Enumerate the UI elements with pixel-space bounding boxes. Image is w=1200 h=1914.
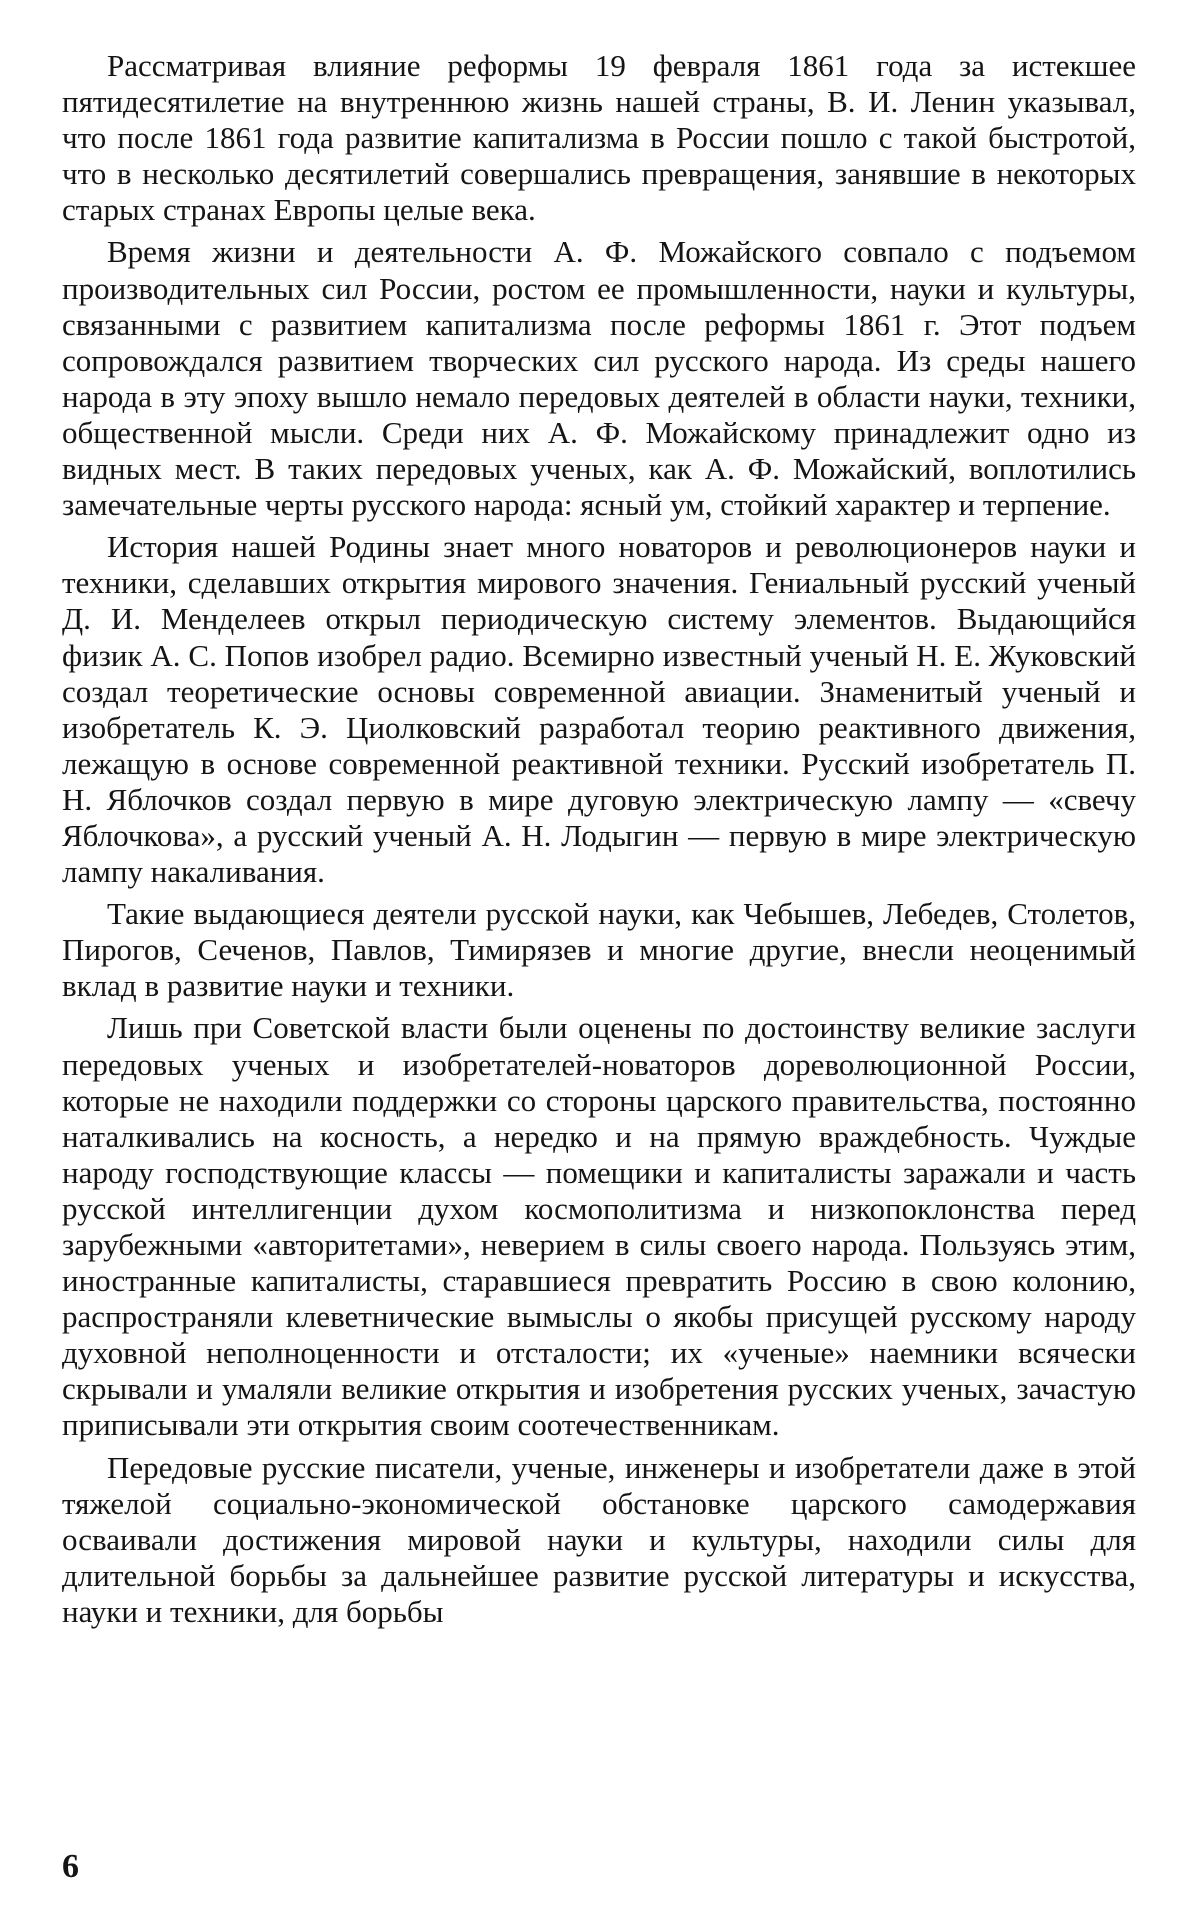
paragraph: Такие выдающиеся деятели русской науки, как Чебышев, Лебедев, Столетов, Пирогов, Сеченов, Павлов, Тимирязев и многие другие, внесли неоценимый вклад в развитие науки и техники.	[62, 896, 1136, 1004]
paragraph: Лишь при Советской власти были оценены по достоинству великие заслуги передовых ученых и изобретателей-новаторов дореволюционной России, которые не находили поддержки со стороны царского правительства, постоянно наталкивались на косность, а нередко и на прямую враждебность. Чуждые народу господствующие классы — помещики и капиталисты заражали и часть русской интеллигенции духом космополитизма и низкопоклонства перед зарубежными «авторитетами», неверием в силы своего народа. Пользуясь этим, иностранные капиталисты, старавшиеся превратить Россию в свою колонию, распространяли клеветнические вымыслы о якобы присущей русскому народу духовной неполноценности и отсталости; их «ученые» наемники всячески скрывали и умаляли великие открытия и изобретения русских ученых, зачастую приписывали эти открытия своим соотечественникам.	[62, 1010, 1136, 1443]
body-text	[62, 48, 1136, 1636]
paragraph: История нашей Родины знает много новаторов и революционеров науки и техники, сделавших открытия мирового значения. Гениальный русский ученый Д. И. Менделеев открыл периодическую систему элементов. Выдающийся физик А. С. Попов изобрел радио. Всемирно известный ученый Н. Е. Жуковский создал теоретические основы современной авиации. Знаменитый ученый и изобретатель К. Э. Циолковский разработал теорию реактивного движения, лежащую в основе современной реактивной техники. Русский изобретатель П. Н. Яблочков создал первую в мире дуговую электрическую лампу — «свечу Яблочкова», а русский ученый А. Н. Лодыгин — первую в мире электрическую лампу накаливания.	[62, 529, 1136, 890]
page-number: 6	[62, 1848, 79, 1885]
paragraph: Передовые русские писатели, ученые, инженеры и изобретатели даже в этой тяжелой социально-экономической обстановке царского самодержавия осваивали достижения мировой науки и культуры, находили силы для длительной борьбы за дальнейшее развитие русской литературы и искусства, науки и техники, для борьбы	[62, 1449, 1136, 1629]
paragraph: Рассматривая влияние реформы 19 февраля 1861 года за истекшее пятидесятилетие на внутреннюю жизнь нашей страны, В. И. Ленин указывал, что после 1861 года развитие капитализма в России пошло с такой быстротой, что в несколько десятилетий совершались превращения, занявшие в некоторых старых странах Европы целые века.	[62, 48, 1136, 228]
paragraph: Время жизни и деятельности А. Ф. Можайского совпало с подъемом производительных сил России, ростом ее промышленности, науки и культуры, связанными с развитием капитализма после реформы 1861 г. Этот подъем сопровождался развитием творческих сил русского народа. Из среды нашего народа в эту эпоху вышло немало передовых деятелей в области науки, техники, общественной мысли. Среди них А. Ф. Можайскому принадлежит одно из видных мест. В таких передовых ученых, как А. Ф. Можайский, воплотились замечательные черты русского народа: ясный ум, стойкий характер и терпение.	[62, 234, 1136, 523]
